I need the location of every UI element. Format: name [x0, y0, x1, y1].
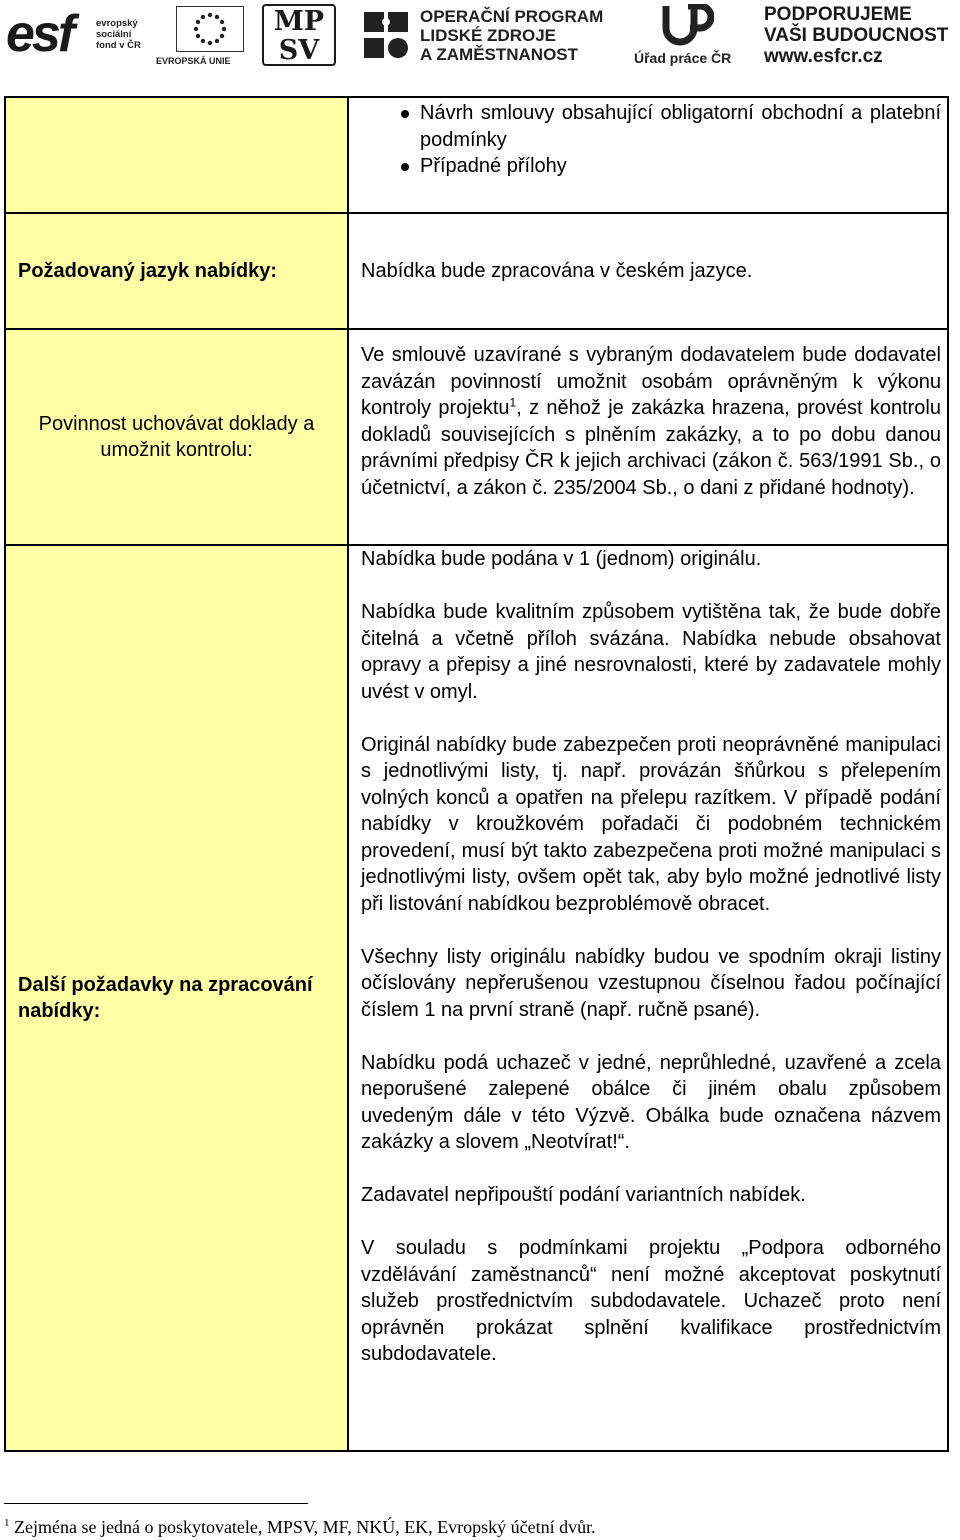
esf-logo: [6, 4, 246, 68]
row-label: Další požadavky na zpracování nabídky:: [6, 546, 349, 1450]
op-title-line: OPERAČNÍ PROGRAM: [420, 7, 604, 26]
paragraph: Nabídku podá uchazeč v jedné, neprůhledné, uzavřené a zcela neporušené zalepené obálce či jiném obalu způsobem uvedeným dále v této Výzvě. Obálka bude označena názvem zakázky a slovem „Neotvírat!“.: [361, 1051, 941, 1153]
paragraph: V souladu s podmínkami projektu „Podpora odborného vzdělávání zaměstnanců“ není možné akceptovat poskytnutí služeb prostřednictvím subdodavatele. Uchazeč proto není oprávněn prokázat splnění kvalifikace prostřednictvím subdodavatele.: [361, 1237, 941, 1365]
row-content: [349, 98, 947, 212]
footnote-marker: 1: [4, 1517, 10, 1529]
row-content: [349, 546, 947, 1450]
urad-prace-label: Úřad práce ČR: [634, 50, 732, 66]
op-title: [420, 7, 603, 64]
table-row: [6, 98, 947, 212]
bullet-list: [361, 100, 941, 180]
slogan-line: PODPORUJEME: [764, 4, 912, 25]
list-item: Návrh smlouvy obsahující obligatorní obchodní a platební podmínky: [361, 100, 941, 153]
eu-label: EVROPSKÁ UNIE: [156, 56, 231, 66]
slogan-url: www.esfcr.cz: [764, 46, 883, 67]
table-row: [6, 544, 947, 1450]
row-label: Požadovaný jazyk nabídky:: [6, 214, 349, 328]
paragraph: Originál nabídky bude zabezpečen proti neoprávněné manipulaci s jednotlivými listy, tj. např. provázán šňůrkou s přelepením volných konců a opatřen na přelepu razítkem. V případě podání nabídky v kroužkovém pořadači či podobném technickém provedení, musí být takto zabezpečena proti možné manipulaci s jednotlivými listy, ovšem opět tak, aby bylo možné jednotlivé listy při listování nabídkou bezproblémově obracet.: [361, 733, 941, 915]
row-content: [349, 330, 947, 544]
esf-caption-line: evropský: [96, 18, 138, 29]
slogan-logo: [764, 4, 960, 68]
esf-caption-line: fond v ČR: [96, 40, 141, 51]
urad-prace-icon: [660, 4, 714, 46]
paragraph: Všechny listy originálu nabídky budou ve spodním okraji listiny očíslovány nepřerušenou vzestupnou číselnou řadou počínající číslem 1 na první straně (např. ručně psané).: [361, 945, 941, 1021]
logo-header: [0, 0, 960, 72]
table-row: [6, 328, 947, 544]
mpsv-logo: [262, 4, 338, 68]
urad-prace-logo: [634, 4, 744, 68]
requirements-table: [4, 96, 949, 1452]
mpsv-mark: [262, 4, 336, 66]
table-row: [6, 212, 947, 328]
row-label-empty: [6, 98, 349, 212]
op-lzz-logo: [362, 4, 622, 68]
paragraph: Nabídka bude kvalitním způsobem vytištěna tak, že bude dobře čitelná a včetně příloh svázána. Nabídka nebude obsahovat opravy a přepisy a jiné nesrovnalosti, které by zadavatele mohly uvést v omyl.: [361, 601, 941, 703]
esf-caption-line: sociální: [96, 29, 132, 40]
paragraph-text: Ve smlouvě uzavírané s vybraným dodavatelem bude dodavatel zavázán povinností umožnit osobám oprávněným k výkonu kontroly projektu: [361, 344, 941, 419]
footnote-separator: [4, 1503, 308, 1504]
footnote-text: Zejména se jedná o poskytovatele, MPSV, MF, NKÚ, EK, Evropský účetní dvůr.: [14, 1517, 596, 1537]
paragraph-text: , z něhož je zakázka hrazena, provést kontrolu dokladů souvisejících s plněním zakázky, a to po dobu danou právními předpisy ČR k jejich archivaci (zákon č. 563/1991 Sb., o účetnictví, a zákon č. 235/2004 Sb., o dani z přidané hodnoty).: [361, 397, 941, 499]
footnote: [4, 1516, 596, 1538]
slogan-text: [764, 4, 948, 67]
mpsv-line: MP: [273, 6, 325, 37]
row-content: Nabídka bude zpracována v českém jazyce.: [361, 259, 753, 282]
slogan-line: VAŠI BUDOUCNOST: [764, 25, 949, 46]
esf-caption: [96, 18, 141, 51]
paragraph: Nabídka bude podána v 1 (jednom) originálu.: [361, 548, 762, 570]
eu-flag-icon: [176, 6, 244, 52]
op-puzzle-icon: [362, 8, 412, 64]
op-title-line: A ZAMĚSTNANOST: [420, 45, 579, 64]
paragraph: Zadavatel nepřipouští podání variantních nabídek.: [361, 1184, 806, 1206]
op-title-line: LIDSKÉ ZDROJE: [420, 26, 557, 45]
esf-letters: esf: [6, 5, 73, 63]
mpsv-line: SV: [278, 35, 320, 66]
list-item: Případné přílohy: [361, 153, 941, 180]
row-label: Povinnost uchovávat doklady a umožnit kontrolu:: [6, 330, 349, 544]
footnote-ref: 1: [509, 395, 517, 410]
